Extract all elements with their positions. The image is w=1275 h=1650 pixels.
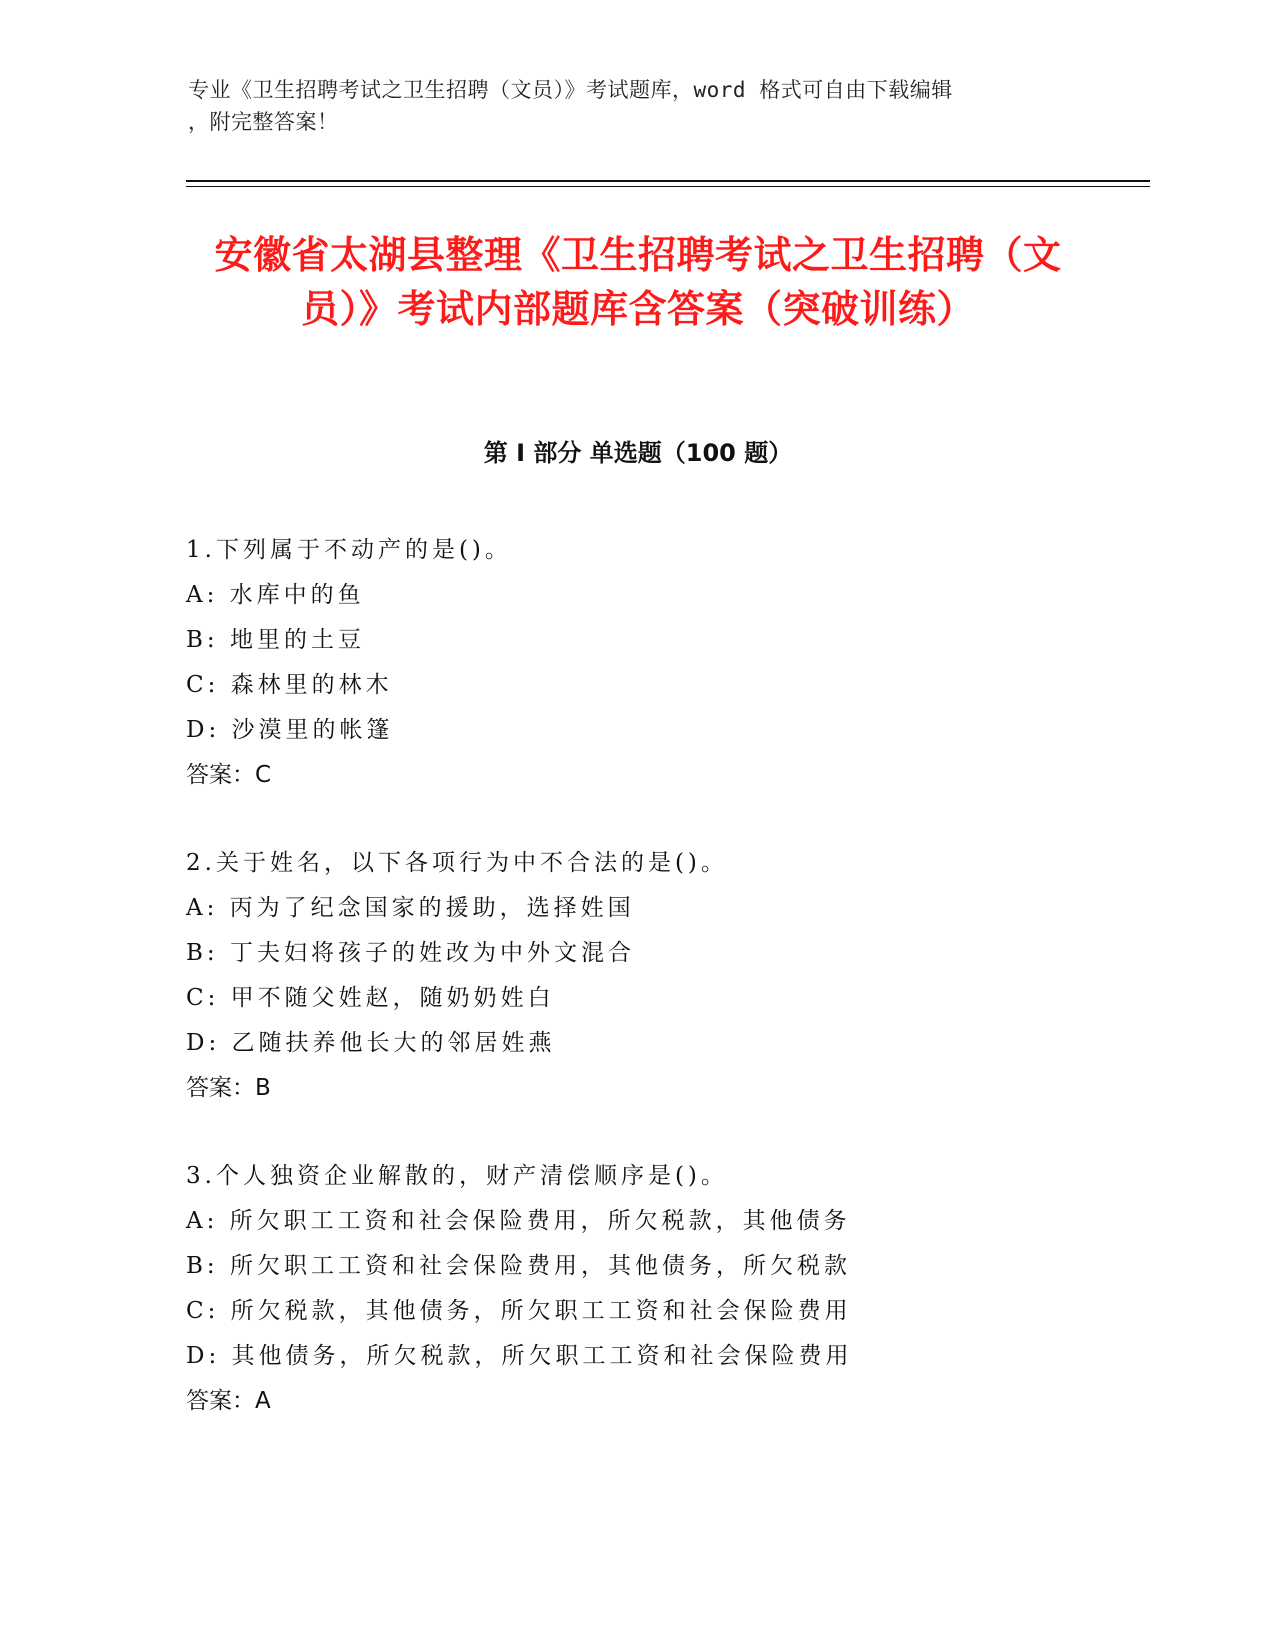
option-a: A: 水库中的鱼 [186,582,365,608]
section-title: 第 I 部分 单选题（100 题） [483,439,793,467]
question-item [186,528,1086,798]
option-b: B: 地里的土豆 [186,627,365,653]
question-item [186,841,1086,1111]
option-c: C: 所欠税款，其他债务，所欠职工工资和社会保险费用 [186,1298,852,1324]
question-stem: 1.下列属于不动产的是()。 [186,537,512,563]
question-item [186,1154,1086,1424]
answer-label: 答案：C [186,762,272,788]
question-stem: 2.关于姓名，以下各项行为中不合法的是()。 [186,850,728,876]
header-note [188,74,1088,138]
option-b: B: 丁夫妇将孩子的姓改为中外文混合 [186,940,635,966]
answer-label: 答案：B [186,1075,271,1101]
option-c: C: 森林里的林木 [186,672,393,698]
header-note-line-1: 专业《卫生招聘考试之卫生招聘（文员）》考试题库，word 格式可自由下载编辑 [188,78,953,102]
option-d: D: 乙随扶养他长大的邻居姓燕 [186,1030,556,1056]
question-list [186,528,1086,1467]
option-a: A: 所欠职工工资和社会保险费用，所欠税款，其他债务 [186,1208,851,1234]
answer-label: 答案：A [186,1388,271,1414]
document-title: 安徽省太湖县整理《卫生招聘考试之卫生招聘（文员）》考试内部题库含答案（突破训练） [214,233,1062,331]
header-note-line-2: ，附完整答案！ [188,110,339,134]
header-divider-thick [186,180,1150,182]
option-d: D: 沙漠里的帐篷 [186,717,394,743]
option-a: A: 丙为了纪念国家的援助，选择姓国 [186,895,635,921]
option-d: D: 其他债务，所欠税款，所欠职工工资和社会保险费用 [186,1343,853,1369]
option-b: B: 所欠职工工资和社会保险费用，其他债务，所欠税款 [186,1253,851,1279]
option-c: C: 甲不随父姓赵，随奶奶姓白 [186,985,555,1011]
question-stem: 3.个人独资企业解散的，财产清偿顺序是()。 [186,1163,728,1189]
header-divider-thin [186,186,1150,187]
